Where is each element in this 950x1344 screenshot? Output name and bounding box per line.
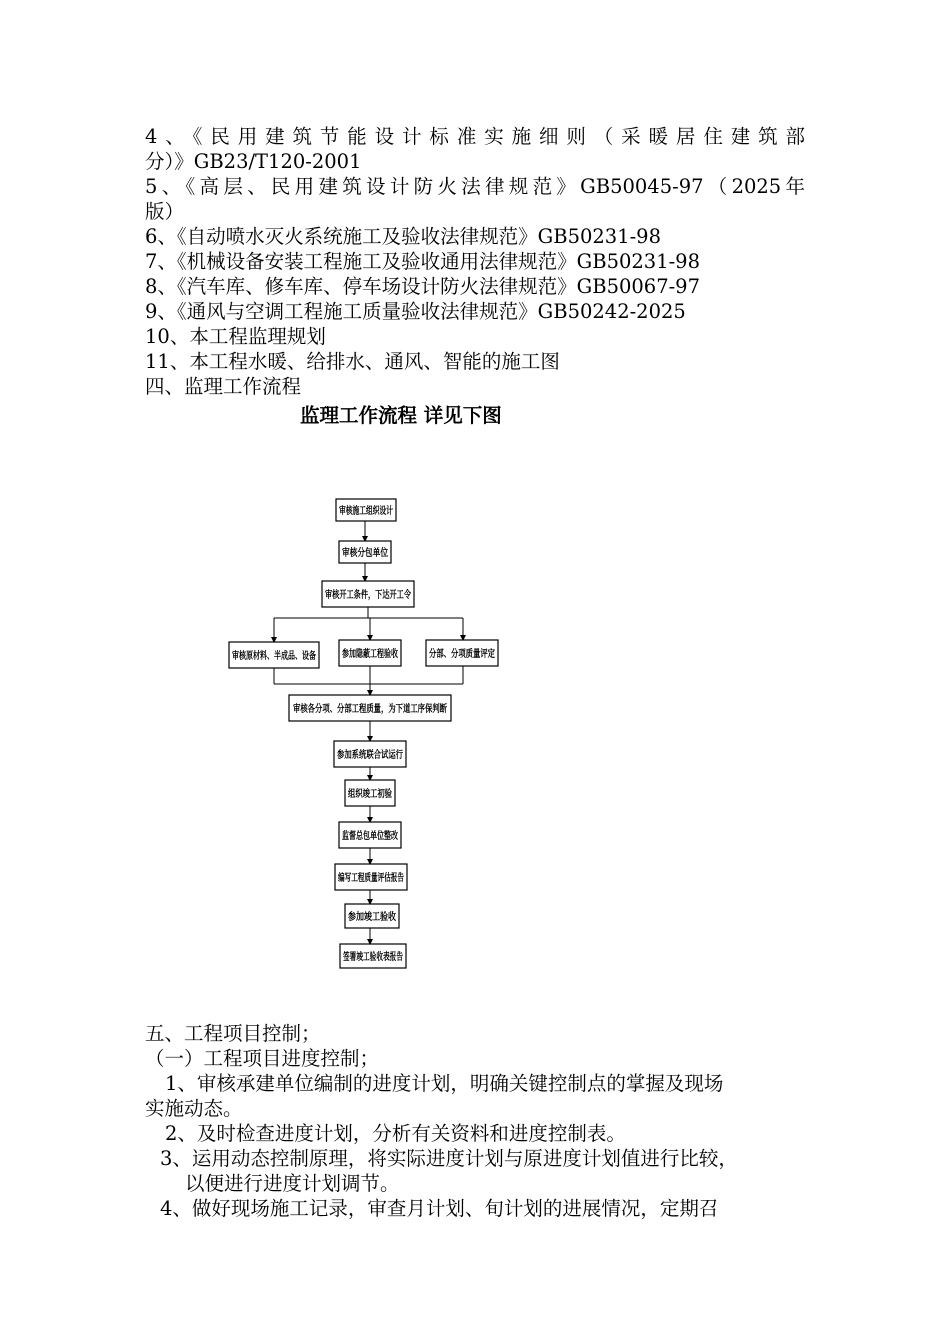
flow-box-label: 组织竣工初验 bbox=[348, 789, 408, 800]
text-line: 6、《自动喷水灭火系统施工及验收法律规范》GB50231-98 bbox=[145, 225, 661, 248]
section-heading: 五、工程项目控制； bbox=[145, 1022, 321, 1045]
flow-box-step10 bbox=[345, 904, 408, 928]
flow-box-label: 参加隐蔽工程验收 bbox=[342, 649, 422, 660]
flow-box-step6 bbox=[334, 741, 427, 767]
text-line: 2、及时检查进度计划，分析有关资料和进度控制表。 bbox=[165, 1122, 626, 1145]
flow-box-step7 bbox=[345, 780, 408, 806]
text-line: 4、《民用建筑节能设计标准实施细则（采暖居住建筑部 bbox=[145, 125, 805, 148]
flow-box-step1 bbox=[336, 499, 419, 521]
flow-box-label: 审核分包单位 bbox=[342, 548, 402, 559]
text-line: 实施动态。 bbox=[145, 1097, 243, 1120]
text-line: 分）》GB23/T120-2001 bbox=[145, 150, 362, 173]
text-line: 11、本工程水暖、给排水、通风、智能的施工图 bbox=[145, 350, 560, 373]
flow-box-label: 编写工程质量评估报告 bbox=[338, 873, 438, 884]
text-line: 10、本工程监理规划 bbox=[145, 325, 326, 348]
flow-box-branch-left bbox=[229, 642, 352, 668]
text-line: 7、《机械设备安装工程施工及验收通用法律规范》GB50231-98 bbox=[145, 250, 700, 273]
flow-box-label: 分部、分项质量评定 bbox=[429, 649, 519, 660]
text-line: 5、《高层、民用建筑设计防火法律规范》GB50045-97（2025年 bbox=[145, 175, 805, 198]
text-line: 以便进行进度计划调节。 bbox=[185, 1172, 400, 1195]
flow-heading: 监理工作流程 详见下图 bbox=[300, 404, 502, 427]
flow-box-step9 bbox=[335, 864, 438, 890]
flow-box-label: 审核施工组织设计 bbox=[339, 506, 419, 517]
flow-box-branch-right bbox=[426, 640, 519, 666]
text-line: 3、运用动态控制原理，将实际进度计划与原进度计划值进行比较， bbox=[160, 1147, 738, 1170]
flow-box-label: 参加竣工验收 bbox=[348, 912, 408, 923]
flow-box-label: 监督总包单位整改 bbox=[342, 831, 422, 842]
section-heading: 四、监理工作流程 bbox=[145, 375, 302, 398]
flow-box-label: 签署竣工验收表报告 bbox=[343, 952, 433, 963]
flow-box-label: 审核原材料、半成品、设备 bbox=[232, 651, 352, 662]
text-line: 9、《通风与空调工程施工质量验收法律规范》GB50242-2025 bbox=[145, 300, 686, 323]
flow-box-step3 bbox=[322, 581, 445, 607]
flow-box-step2 bbox=[339, 541, 402, 563]
text-line: 1、审核承建单位编制的进度计划，明确关键控制点的掌握及现场 bbox=[165, 1072, 724, 1095]
text-line: 8、《汽车库、修车库、停车场设计防火法律规范》GB50067-97 bbox=[145, 275, 700, 298]
subsection-heading: （一）工程项目进度控制； bbox=[145, 1047, 380, 1070]
flow-box-step11 bbox=[340, 944, 433, 968]
flow-box-step5 bbox=[289, 695, 503, 721]
flow-box-step8 bbox=[339, 822, 422, 848]
text-line: 4、做好现场施工记录，审查月计划、旬计划的进展情况，定期召 bbox=[160, 1197, 719, 1220]
text-line: 版） bbox=[145, 200, 185, 223]
flow-box-label: 审核各分项、分部工程质量，为下道工序保判断 bbox=[293, 704, 503, 715]
flow-box-label: 审核开工条件，下达开工令 bbox=[325, 590, 445, 601]
flow-box-label: 参加系统联合试运行 bbox=[337, 750, 427, 761]
flow-box-branch-mid bbox=[339, 640, 422, 666]
